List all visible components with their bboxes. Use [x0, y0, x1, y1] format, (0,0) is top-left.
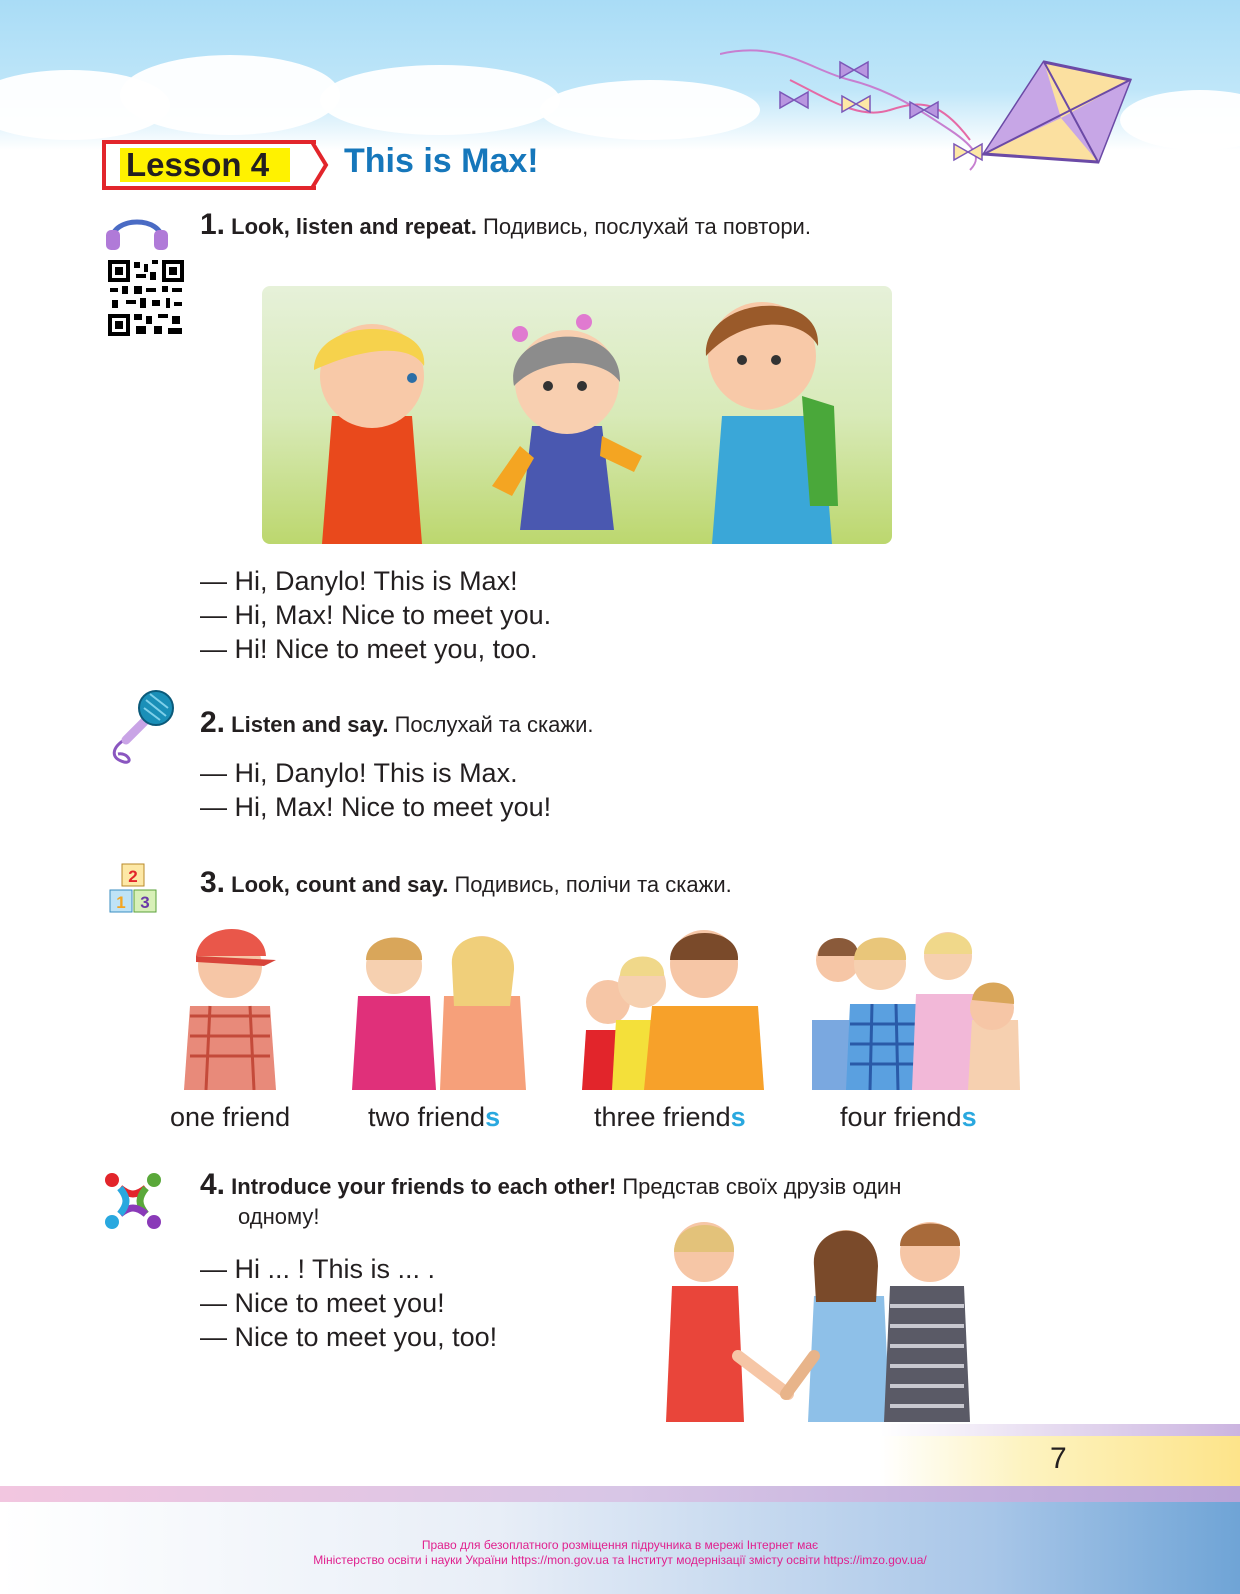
exercise-4-instruction-cont: одному!: [238, 1204, 320, 1229]
cloud: [320, 65, 560, 135]
cartoon-scene-image: [262, 286, 892, 544]
number-blocks-icon: [106, 862, 172, 914]
cartoon-girl: [492, 314, 642, 530]
dialog-line: — Hi ... ! This is ... .: [200, 1254, 436, 1284]
block-number: 1: [116, 893, 126, 912]
exercise-4-instruction-en: Introduce your friends to each other!: [231, 1174, 617, 1199]
block-number: 3: [140, 893, 150, 912]
caption-plural-s: s: [485, 1102, 501, 1132]
pairwork-icon: [100, 1168, 166, 1234]
exercise-3-number: 3.: [200, 866, 226, 899]
footer-line-2: Міністерство освіти і науки України https://mon.gov.ua та Інститут модернізації змісту освіти https://imzo.gov.ua/: [313, 1553, 927, 1567]
exercise-3-instruction-uk: Подивись, полічи та скажи.: [454, 872, 732, 897]
exercise-1-instruction-en: Look, listen and repeat.: [231, 214, 477, 239]
exercise-4-instruction-uk: Представ своїх друзів один: [622, 1174, 902, 1199]
dialog-line: — Hi, Danylo! This is Max!: [200, 566, 518, 596]
photo-one-friend: [180, 916, 280, 1090]
exercise-3-instruction: [200, 866, 732, 900]
dialog-line: — Hi, Max! Nice to meet you!: [200, 792, 552, 822]
caption-plural-s: s: [961, 1102, 977, 1132]
exercise-4-dialog: [200, 1252, 497, 1354]
dialog-line: — Hi! Nice to meet you, too.: [200, 634, 538, 664]
exercise-2-number: 2.: [200, 706, 226, 739]
footer-line-1: Право для безоплатного розміщення підручника в мережі Інтернет має: [421, 1538, 819, 1552]
exercise-1-number: 1.: [200, 208, 226, 241]
cartoon-boy-max: [706, 302, 838, 544]
block-number: 2: [128, 867, 138, 886]
cloud: [120, 55, 340, 135]
photo-three-friends: [580, 920, 764, 1090]
dialog-line: — Hi, Danylo! This is Max.: [200, 758, 518, 788]
caption-two-friends: [368, 1102, 500, 1133]
photo-four-friends: [812, 924, 1020, 1090]
exercise-2-instruction-uk: Послухай та скажи.: [394, 712, 594, 737]
caption-four-friends: [840, 1102, 977, 1133]
caption-text: two friend: [368, 1102, 486, 1132]
kite-illustration: [720, 40, 1160, 200]
exercise-4-instruction: [200, 1168, 901, 1202]
lesson-label-box: [102, 140, 316, 190]
exercise-2-dialog: [200, 756, 551, 824]
caption-plural-s: s: [730, 1102, 746, 1132]
cartoon-boy-danylo: [314, 324, 424, 544]
caption-one-friend: [170, 1102, 290, 1133]
exercise-2-instruction: [200, 706, 594, 740]
caption-text: one friend: [170, 1102, 291, 1132]
caption-text: four friend: [840, 1102, 962, 1132]
exercise-1-instruction-uk: Подивись, послухай та повтори.: [483, 214, 811, 239]
caption-text: three friend: [594, 1102, 731, 1132]
headphones-icon: [104, 206, 170, 250]
lesson-arrow-icon: [310, 140, 330, 190]
dialog-line: — Nice to meet you!: [200, 1288, 445, 1318]
exercise-2-instruction-en: Listen and say.: [231, 712, 389, 737]
lesson-title: This is Max!: [344, 142, 539, 180]
qr-code-icon: [108, 260, 184, 336]
photo-children-handshake: [664, 1216, 974, 1422]
bottom-decorative-band: [0, 1486, 1240, 1502]
exercise-1-dialog: [200, 564, 551, 666]
exercise-1-instruction: [200, 208, 811, 242]
page-number-band-accent: [880, 1424, 1240, 1436]
lesson-label: Lesson 4: [126, 146, 270, 183]
dialog-line: — Nice to meet you, too!: [200, 1322, 498, 1352]
microphone-icon: [104, 688, 176, 764]
exercise-4-number: 4.: [200, 1168, 226, 1201]
exercise-3-instruction-en: Look, count and say.: [231, 872, 449, 897]
page-number: 7: [1050, 1442, 1067, 1475]
caption-three-friends: [594, 1102, 746, 1133]
footer-copyright: [0, 1538, 1240, 1568]
photo-two-friends: [350, 926, 526, 1090]
dialog-line: — Hi, Max! Nice to meet you.: [200, 600, 552, 630]
